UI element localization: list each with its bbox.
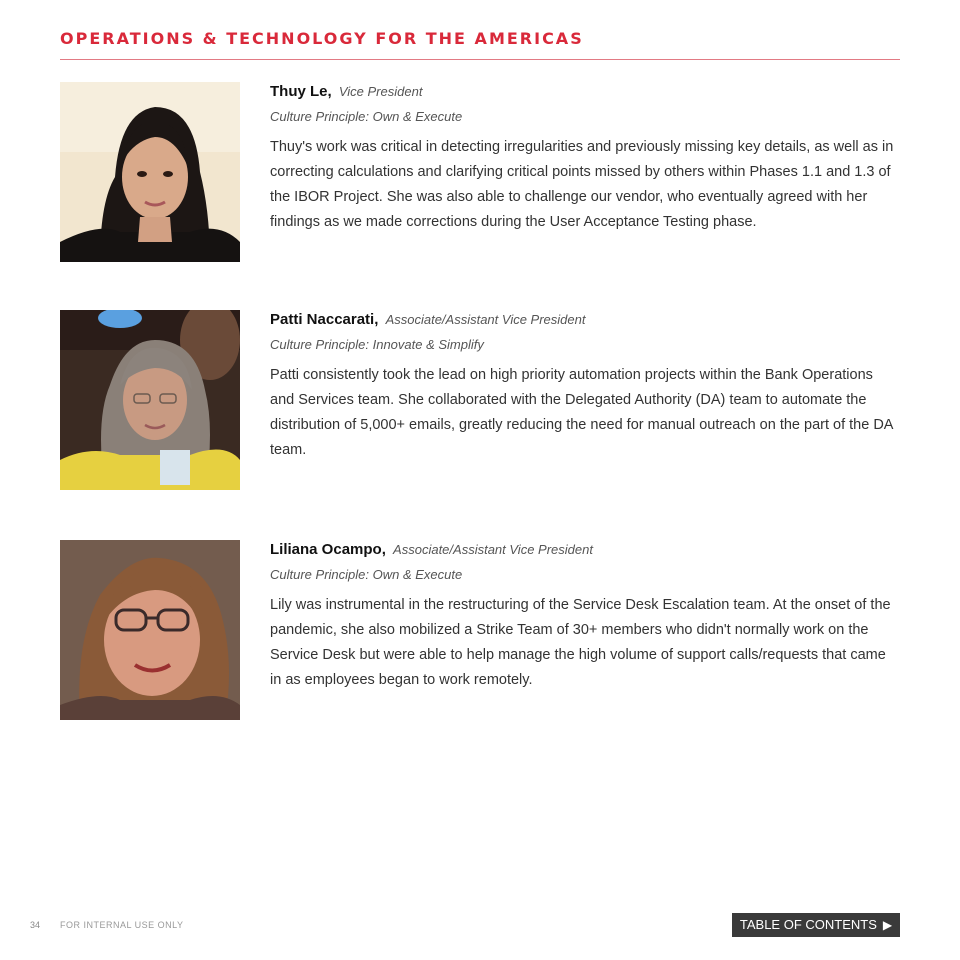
culture-principle: Culture Principle: Own & Execute <box>270 567 463 582</box>
footer-label: FOR INTERNAL USE ONLY <box>60 920 184 930</box>
profile-info <box>270 82 900 235</box>
person-name: Thuy Le, <box>270 83 332 100</box>
profile-photo <box>60 310 240 490</box>
person-name: Liliana Ocampo, <box>270 541 386 558</box>
person-role: Associate/Assistant Vice President <box>393 542 593 557</box>
header-divider <box>60 59 900 60</box>
person-role: Vice President <box>338 84 423 99</box>
person-role: Associate/Assistant Vice President <box>385 312 586 327</box>
toc-label: TABLE OF CONTENTS <box>739 917 877 932</box>
name-line <box>270 82 900 102</box>
profile-description: Lily was instrumental in the restructuring of the Service Desk Escalation team. At the onset of the pandemic, she also mobilized a Strike Team of 30+ members who didn't normally work on the Service Desk but were able to help manage the high volume of support calls/requests that came in as employees began to work remotely. <box>270 597 891 688</box>
profile-description: Thuy's work was critical in detecting irregularities and previously missing key details, as well as in correcting calculations and clarifying critical points missed by others within Phases 1.1 and 1.3 of the IBOR Project. She was also able to challenge our vendor, who eventually agreed with her findings as we made corrections during the User Acceptance Testing phase. <box>270 139 894 230</box>
profile-card <box>60 82 900 262</box>
person-name: Patti Naccarati, <box>270 311 379 328</box>
portrait-image <box>60 82 240 262</box>
portrait-image <box>60 540 240 720</box>
name-line <box>270 310 900 330</box>
page-number: 34 <box>30 920 41 930</box>
profile-photo <box>60 82 240 262</box>
profile-info <box>270 540 900 693</box>
culture-principle: Culture Principle: Innovate & Simplify <box>270 337 484 352</box>
portrait-image <box>60 310 240 490</box>
profile-photo <box>60 540 240 720</box>
profile-info <box>270 310 900 463</box>
profile-card <box>60 540 900 720</box>
play-arrow-icon: ▶ <box>882 918 893 932</box>
table-of-contents-button[interactable] <box>732 913 900 937</box>
section-title: OPERATIONS & TECHNOLOGY FOR THE AMERICAS <box>60 29 584 48</box>
culture-principle: Culture Principle: Own & Execute <box>270 109 463 124</box>
profile-description: Patti consistently took the lead on high priority automation projects within the Bank Operations and Services team. She collaborated with the Delegated Authority (DA) team to automate the distribution of 5,000+ emails, greatly reducing the need for manual outreach on the part of the DA team. <box>270 367 893 458</box>
name-line <box>270 540 900 560</box>
profile-card <box>60 310 900 490</box>
